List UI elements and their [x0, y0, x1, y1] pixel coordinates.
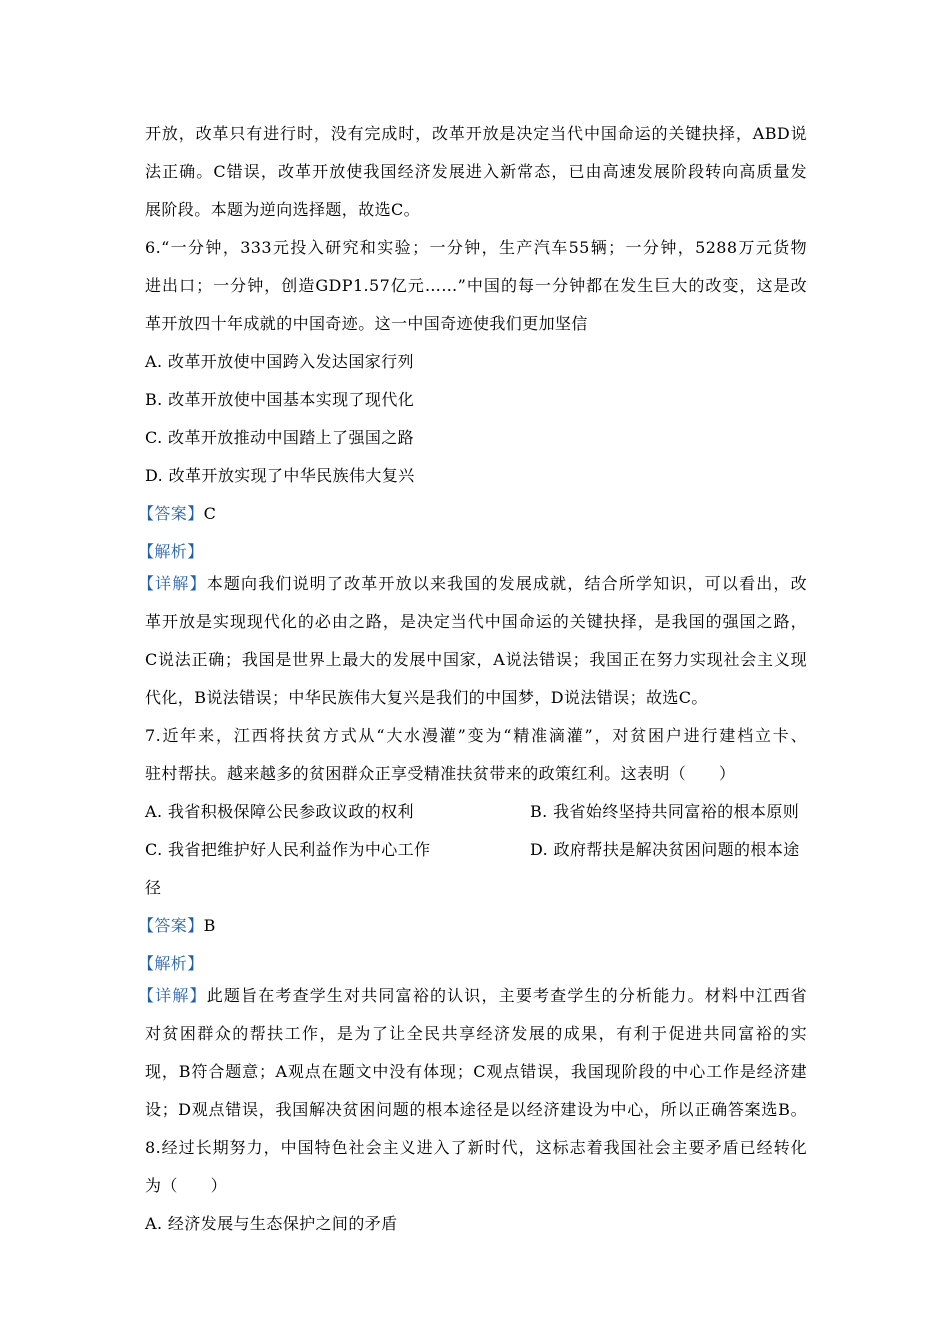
tagged-line-ana7	[138, 954, 204, 974]
text-line-q7Dc: 径	[145, 878, 162, 897]
section-tag: 【详解】	[138, 986, 207, 1005]
tagged-text: 本题向我们说明了改革开放以来我国的发展成就，结合所学知识，可以看出，改	[206, 574, 807, 593]
text-line-q6A: A. 改革开放使中国跨入发达国家行列	[145, 352, 414, 371]
text-line-q7b: 驻村帮扶。越来越多的贫困群众正享受精准扶贫带来的政策红利。这表明（ ）	[145, 764, 736, 783]
tagged-line-det6	[138, 574, 807, 594]
tagged-line-ans6	[138, 504, 216, 524]
text-line-q8A: A. 经济发展与生态保护之间的矛盾	[145, 1214, 398, 1233]
text-line-q6d3: 代化，B说法错误；中华民族伟大复兴是我们的中国梦，D说法错误；故选C。	[145, 688, 708, 707]
text-line-q7d2: 现，B符合题意；A观点在题文中没有体现；C观点错误，我国现阶段的中心工作是经济建	[145, 1062, 807, 1081]
text-line-q6d1: 革开放是实现现代化的必由之路，是决定当代中国命运的关键抉择，是我国的强国之路，	[145, 612, 807, 631]
text-line-q8a: 8.经过长期努力，中国特色社会主义进入了新时代，这标志着我国社会主要矛盾已经转化	[145, 1138, 807, 1157]
section-tag: 【答案】	[138, 504, 204, 523]
text-line-p2: 法正确。C错误，改革开放使我国经济发展进入新常态，已由高速发展阶段转向高质量发	[145, 162, 807, 181]
text-line-q8b: 为（ ）	[145, 1176, 228, 1195]
option-q7B: B. 我省始终坚持共同富裕的根本原则	[530, 802, 800, 821]
text-line-q6C: C. 改革开放推动中国踏上了强国之路	[145, 428, 415, 447]
section-tag: 【解析】	[138, 954, 204, 973]
text-line-q7a: 7.近年来，江西将扶贫方式从“大水漫灌”变为“精准滴灌”，对贫困户进行建档立卡、	[145, 726, 807, 745]
tagged-line-ana6	[138, 542, 204, 562]
section-tag: 【解析】	[138, 542, 204, 561]
text-line-q6d2: C说法正确；我国是世界上最大的发展中国家，A说法错误；我国正在努力实现社会主义现	[145, 650, 807, 669]
text-line-p3: 展阶段。本题为逆向选择题，故选C。	[145, 200, 421, 219]
text-line-q6D: D. 改革开放实现了中华民族伟大复兴	[145, 466, 415, 485]
tagged-line-ans7	[138, 916, 216, 936]
option-q7D: D. 政府帮扶是解决贫困问题的根本途	[530, 840, 800, 859]
text-line-q7A: A. 我省积极保障公民参政议政的权利	[145, 802, 414, 821]
text-line-q6b: 进出口；一分钟，创造GDP1.57亿元……”中国的每一分钟都在发生巨大的改变，这是改	[145, 276, 807, 295]
text-line-q7d1: 对贫困群众的帮扶工作，是为了让全民共享经济发展的成果，有利于促进共同富裕的实	[145, 1024, 807, 1043]
text-line-q7C: C. 我省把维护好人民利益作为中心工作	[145, 840, 431, 859]
section-tag: 【详解】	[138, 574, 207, 593]
tagged-text: 此题旨在考查学生对共同富裕的认识，主要考查学生的分析能力。材料中江西省	[206, 986, 807, 1005]
tagged-text: B	[203, 916, 216, 935]
tagged-text: C	[203, 504, 217, 523]
text-line-q6B: B. 改革开放使中国基本实现了现代化	[145, 390, 415, 409]
text-line-q7d3: 设；D观点错误，我国解决贫困问题的根本途径是以经济建设为中心，所以正确答案选B。	[145, 1100, 807, 1119]
tagged-line-det7	[138, 986, 807, 1006]
text-line-q6a: 6.“一分钟，333元投入研究和实验；一分钟，生产汽车55辆；一分钟，5288万元货物	[145, 238, 807, 257]
text-line-p1: 开放，改革只有进行时，没有完成时，改革开放是决定当代中国命运的关键抉择，ABD说	[145, 124, 807, 143]
text-line-q6c: 革开放四十年成就的中国奇迹。这一中国奇迹使我们更加坚信	[145, 314, 588, 333]
section-tag: 【答案】	[138, 916, 204, 935]
